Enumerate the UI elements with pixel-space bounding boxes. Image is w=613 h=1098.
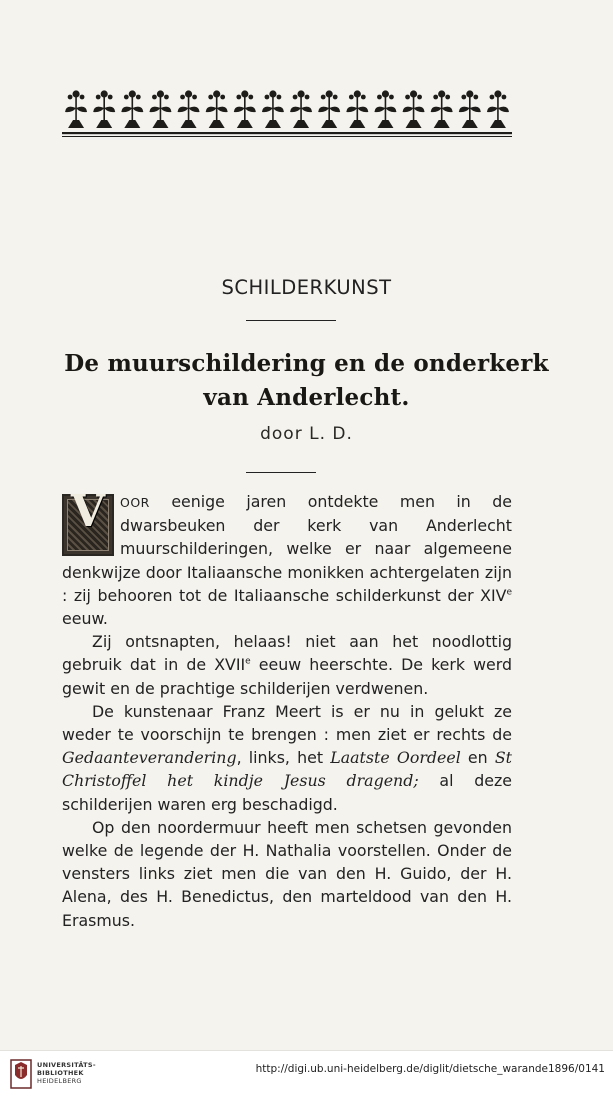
section-title: SCHILDERKUNST [221, 276, 392, 299]
paragraph-3 [62, 700, 512, 816]
smallcaps-opening: OOR [120, 495, 150, 510]
flower-motif [206, 90, 228, 128]
flower-motif [346, 90, 368, 128]
ornamental-header-band [62, 88, 512, 138]
permalink-url[interactable]: http://digi.ub.uni-heidelberg.de/diglit/dietsche_warande1896/0141 [255, 1063, 605, 1075]
paragraph-3-part-b: , links, het [236, 748, 331, 768]
article-title [0, 347, 613, 415]
paragraph-3-part-a: De kunstenaar Franz Meert is er nu in gelukt ze weder te voorschijn te brengen : men ziet er rechts de [62, 701, 512, 745]
flower-motif [374, 90, 396, 128]
dropcap-initial [62, 486, 114, 556]
paragraph-1 [62, 486, 512, 630]
paragraph-2-end: eeuw heerschte. De kerk werd gewit en de prachtige schilderijen verdwenen. [62, 655, 512, 698]
logo-line-3: HEIDELBERG [37, 1077, 82, 1085]
paragraph-3-part-d: al deze schilderijen waren erg beschadigd. [62, 771, 512, 814]
floral-ornament-icon [62, 88, 512, 138]
library-logo-text[interactable] [37, 1061, 96, 1085]
century-superscript: e [506, 587, 512, 598]
article-body [62, 486, 512, 932]
flower-motif [487, 90, 509, 128]
ornament-rule [62, 132, 512, 134]
logo-line-2: BIBLIOTHEK [37, 1069, 84, 1077]
author-byline: door L. D. [260, 424, 353, 444]
flower-motif [93, 90, 115, 128]
flower-motif [149, 90, 171, 128]
title-divider [246, 320, 336, 321]
logo-line-1: UNIVERSITÄTS- [37, 1061, 96, 1069]
flower-motif [431, 90, 453, 128]
flower-motif [459, 90, 481, 128]
century-superscript: e [245, 657, 251, 668]
flower-motif [234, 90, 256, 128]
paragraph-2 [62, 630, 512, 700]
flower-motif [290, 90, 312, 128]
flower-motif [178, 90, 200, 128]
flower-motif [403, 90, 425, 128]
paragraph-2-text: Zij ontsnapten, helaas! niet aan het noodlottig gebruik dat in de XVII [62, 632, 512, 675]
painting-title-st-christopher: St Christoffel het kindje Jesus dragend; [62, 748, 512, 791]
flower-motif [121, 90, 143, 128]
article-title-line-1: De muurschildering en de onderkerk [64, 350, 549, 377]
paragraph-4: Op den noordermuur heeft men schetsen gevonden welke de legende der H. Nathalia voorstellen. Onder de vensters links ziet men die van den H. Guido, der H. Alena, des H. Benedictus, den marteldood van den H. Erasmus. [62, 817, 512, 930]
byline-divider [246, 472, 316, 473]
painting-title-last-judgement: Laatste Oordeel [330, 748, 461, 768]
flower-motif [65, 90, 87, 128]
flower-motif [318, 90, 340, 128]
painting-title-transfiguration: Gedaanteverandering [62, 748, 237, 768]
paragraph-1-text: eenige jaren ontdekte men in de dwarsbeuken der kerk van Anderlecht muurschilderingen, welke er naar algemeene denkwijze door Italiaansche monikken achtergelaten zijn : zij behooren tot de Italiaansche schilderkunst der XIV [62, 492, 512, 605]
ornament-rule-thin [62, 136, 512, 137]
flower-motif [262, 90, 284, 128]
paragraph-3-part-c: en [460, 748, 495, 768]
article-title-line-2: van Anderlecht. [203, 384, 410, 411]
paragraph-1-end: eeuw. [62, 609, 108, 629]
footer-bar [0, 1050, 613, 1098]
dropcap-letter: V [70, 486, 106, 537]
university-seal-icon [10, 1059, 32, 1089]
